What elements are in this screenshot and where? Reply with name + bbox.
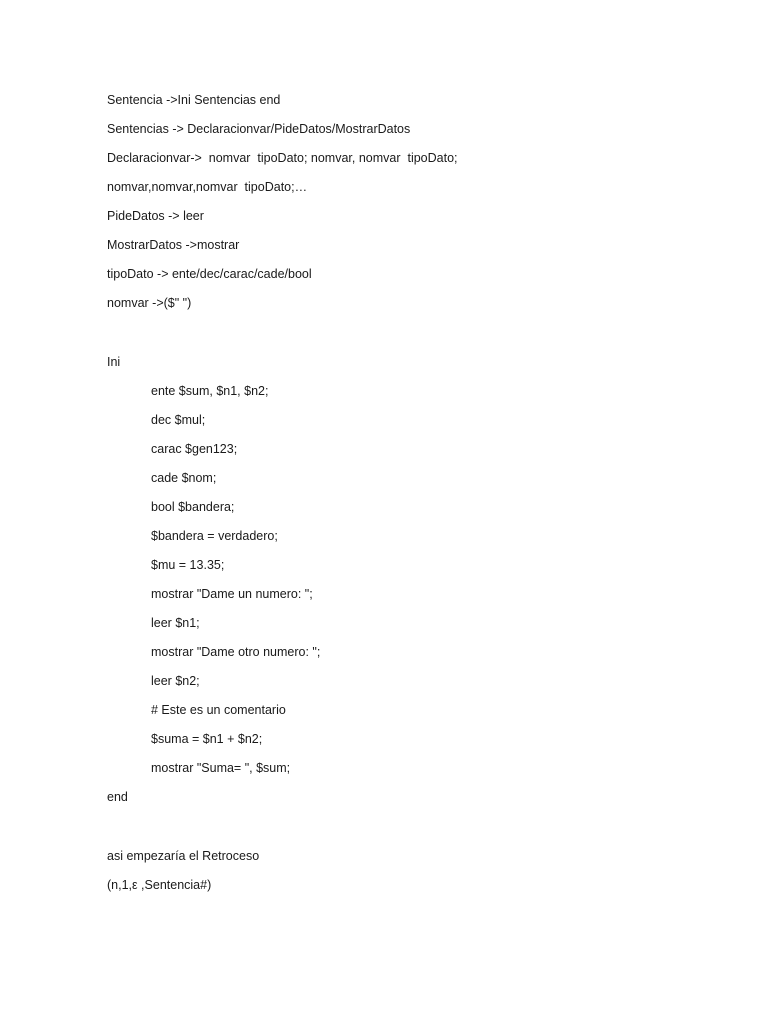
- program-line: mostrar "Dame un numero: ";: [151, 587, 313, 601]
- program-line: ente $sum, $n1, $n2;: [151, 384, 269, 398]
- program-line: bool $bandera;: [151, 500, 235, 514]
- program-line: mostrar "Dame otro numero: ";: [151, 645, 321, 659]
- program-line: dec $mul;: [151, 413, 206, 427]
- grammar-line: nomvar,nomvar,nomvar tipoDato;…: [107, 180, 308, 194]
- grammar-line: tipoDato -> ente/dec/carac/cade/bool: [107, 267, 312, 281]
- grammar-line: PideDatos -> leer: [107, 209, 204, 223]
- note-line: asi empezaría el Retroceso: [107, 849, 260, 863]
- program-line: $suma = $n1 + $n2;: [151, 732, 263, 746]
- grammar-line: nomvar ->($" "): [107, 296, 192, 310]
- program-line: cade $nom;: [151, 471, 217, 485]
- program-line: leer $n1;: [151, 616, 200, 630]
- program-line: $bandera = verdadero;: [151, 529, 278, 543]
- grammar-line: Sentencia ->Ini Sentencias end: [107, 93, 281, 107]
- program-comment-line: # Este es un comentario: [151, 703, 286, 717]
- grammar-line: MostrarDatos ->mostrar: [107, 238, 240, 252]
- program-line: $mu = 13.35;: [151, 558, 225, 572]
- program-start-keyword: Ini: [107, 355, 121, 369]
- program-end-keyword: end: [107, 790, 128, 804]
- grammar-line: Sentencias -> Declaracionvar/PideDatos/MostrarDatos: [107, 122, 411, 136]
- program-line: carac $gen123;: [151, 442, 238, 456]
- program-line: mostrar "Suma= ", $sum;: [151, 761, 291, 775]
- grammar-line: Declaracionvar-> nomvar tipoDato; nomvar, nomvar tipoDato;: [107, 151, 458, 165]
- note-line: (n,1,ε ,Sentencia#): [107, 878, 212, 892]
- program-line: leer $n2;: [151, 674, 200, 688]
